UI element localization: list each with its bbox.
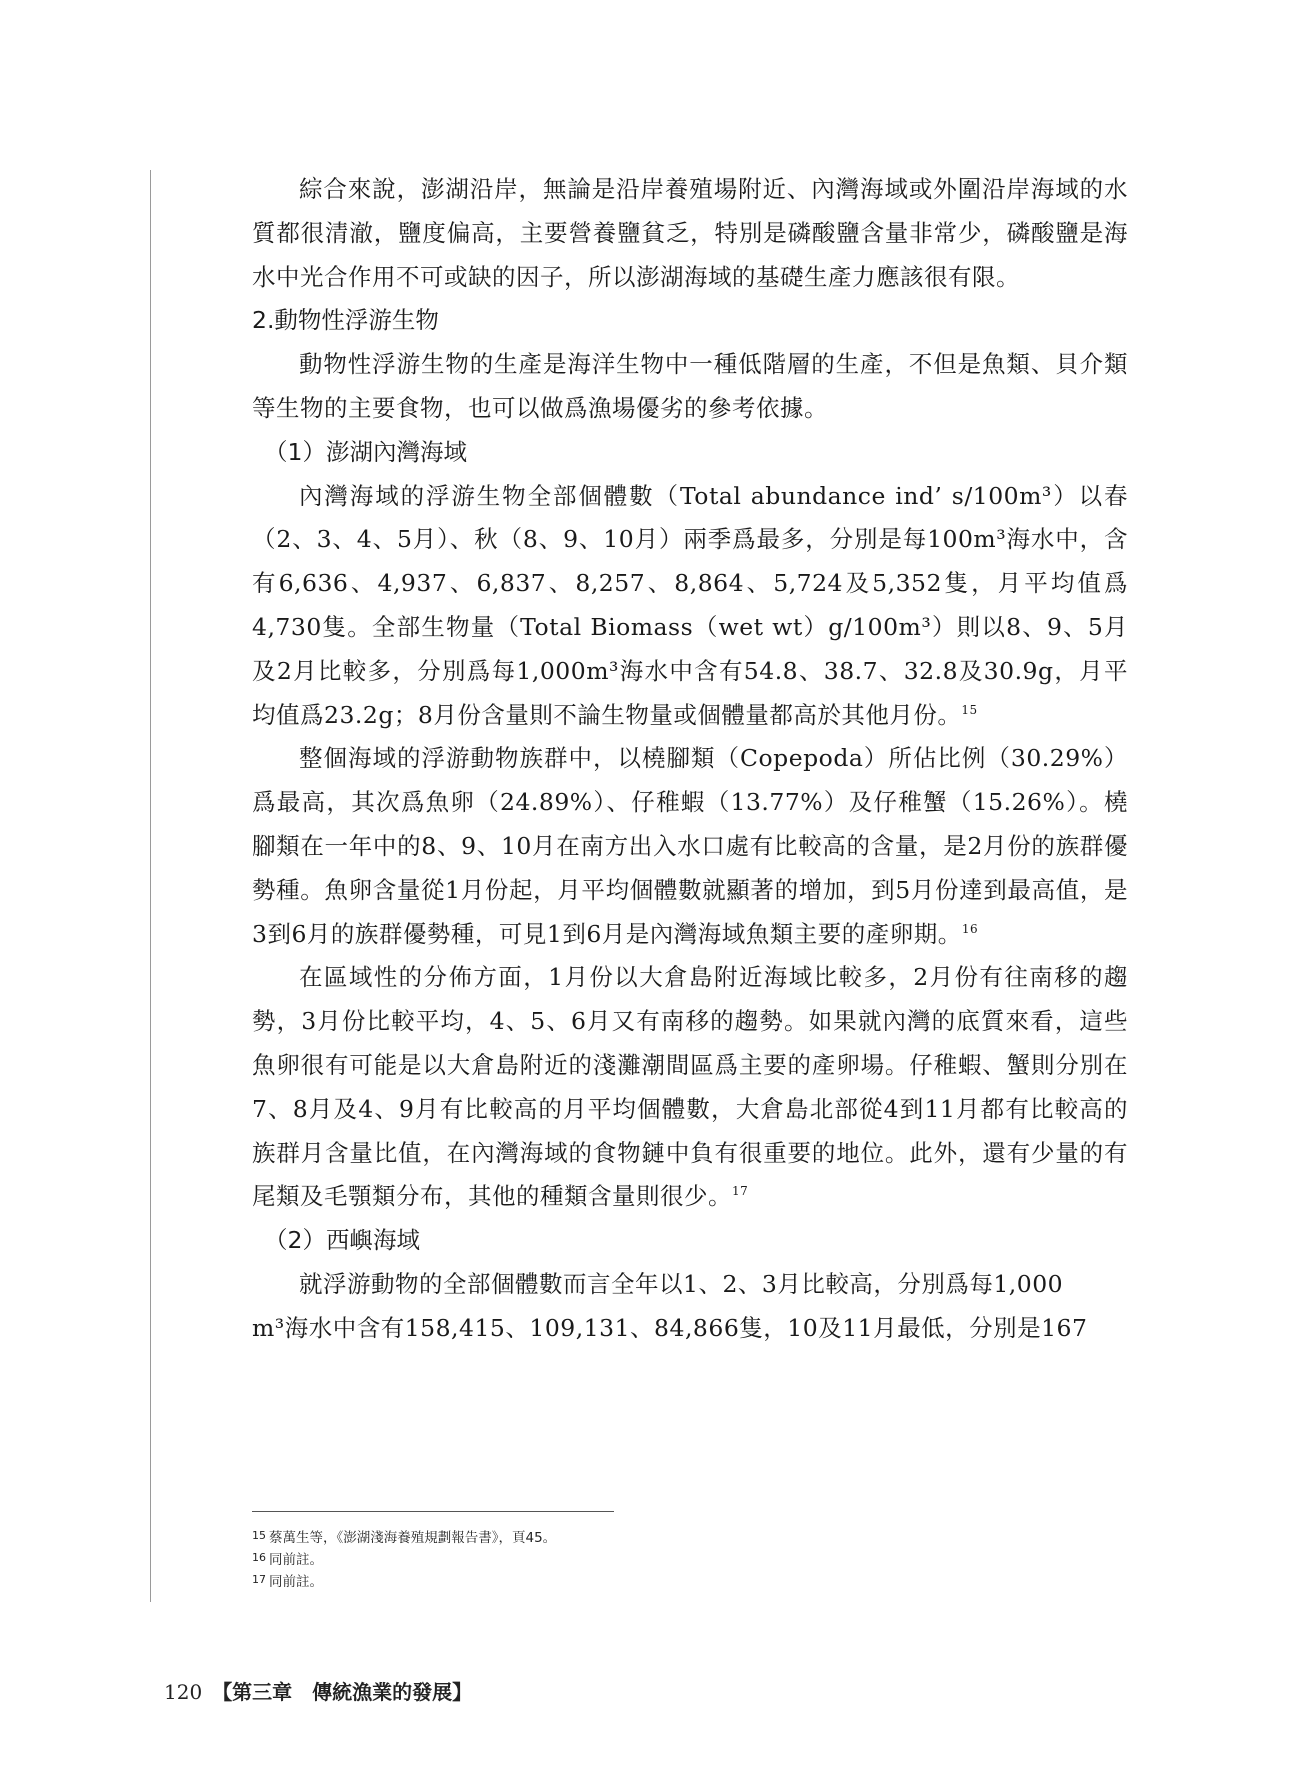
paragraph-1 [252, 168, 1128, 299]
footnote-number: 15 [252, 1529, 266, 1542]
margin-rule [150, 170, 151, 1602]
footnote-number: 17 [252, 1573, 266, 1586]
page-footer [164, 1676, 472, 1705]
chapter-title: 【第三章 傳統漁業的發展】 [212, 1680, 473, 1704]
body-text [252, 168, 1128, 1351]
footnote-ref-16[interactable]: 16 [961, 921, 979, 936]
paragraph-5 [252, 956, 1128, 1219]
footnote-separator [252, 1511, 614, 1512]
paragraph-6-text: 就浮游動物的全部個體數而言全年以1、2、3月比較高，分別爲每1,000 [299, 1269, 1064, 1298]
subheading-xiyu: （2）西嶼海域 [264, 1226, 420, 1255]
footnote-17 [252, 1571, 952, 1593]
paragraph-1-text: 綜合來說，澎湖沿岸，無論是沿岸養殖場附近、內灣海域或外圍沿岸海域的水質都很清澈，鹽度偏高，主要營養鹽貧乏，特別是磷酸鹽含量非常少，磷酸鹽是海水中光合作用不可或缺的因子，所以澎湖海域的基礎生產力應該很有限。 [252, 175, 1128, 291]
page-number: 120 [164, 1680, 203, 1704]
paragraph-5-text: 在區域性的分佈方面，1月份以大倉島附近海域比較多，2月份有往南移的趨勢，3月份比較平均，4、5、6月又有南移的趨勢。如果就內灣的底質來看，這些魚卵很有可能是以大倉島附近的淺灘潮間區爲主要的產卵場。仔稚蝦、蟹則分別在7、8月及4、9月有比較高的月平均個體數，大倉島北部從4到11月都有比較高的族群月含量比值，在內灣海域的食物鏈中負有很重要的地位。此外，還有少量的有尾類及毛顎類分布，其他的種類含量則很少。 [252, 963, 1128, 1211]
paragraph-4 [252, 737, 1128, 956]
paragraph-2 [252, 343, 1128, 431]
paragraph-7-text: m³海水中含有158,415、109,131、84,866隻，10及11月最低，分別是167 [252, 1313, 1088, 1342]
paragraph-4-text: 整個海域的浮游動物族群中，以橈腳類（Copepoda）所佔比例（30.29%）爲最高，其次爲魚卵（24.89%）、仔稚蝦（13.77%）及仔稚蟹（15.26%）。橈腳類在一年中的8、9、10月在南方出入水口處有比較高的含量，是2月份的族群優勢種。魚卵含量從1月份起，月平均個體數就顯著的增加，到5月份達到最高值，是3到6月的族群優勢種，可見1到6月是內灣海域魚類主要的產卵期。 [252, 744, 1128, 948]
paragraph-2-text: 動物性浮游生物的生產是海洋生物中一種低階層的生產，不但是魚類、貝介類等生物的主要食物，也可以做爲漁場優劣的參考依據。 [252, 350, 1128, 422]
footnote-15 [252, 1527, 952, 1549]
footnotes [252, 1527, 952, 1593]
footnote-ref-17[interactable]: 17 [732, 1184, 749, 1199]
footnote-text: 同前註。 [269, 1552, 323, 1568]
paragraph-3 [252, 475, 1128, 738]
footnote-16 [252, 1549, 952, 1571]
paragraph-7 [252, 1307, 1128, 1351]
paragraph-3-text: 內灣海域的浮游生物全部個體數（Total abundance ind’ s/100m³）以春（2、3、4、5月）、秋（8、9、10月）兩季爲最多，分別是每100m³海水中，含有6,636、4,937、6,837、8,257、8,864、5,724及5,352隻，月平均值爲4,730隻。全部生物量（Total Biomass（wet wt）g/100m³）則以8、9、5月及2月比較多，分別爲每1,000m³海水中含有54.8、38.7、32.8及30.9g，月平均值爲23.2g；8月份含量則不論生物量或個體量都高於其他月份。 [252, 481, 1128, 729]
footnote-text: 同前註。 [269, 1574, 323, 1590]
paragraph-6 [252, 1263, 1128, 1307]
subheading-inner-bay: （1）澎湖內灣海域 [264, 437, 467, 466]
section-heading: 2.動物性浮游生物 [252, 306, 439, 335]
footnote-ref-15[interactable]: 15 [961, 702, 978, 717]
footnote-number: 16 [252, 1551, 266, 1564]
footnote-text: 蔡萬生等，《澎湖淺海養殖規劃報告書》，頁45。 [269, 1530, 557, 1546]
